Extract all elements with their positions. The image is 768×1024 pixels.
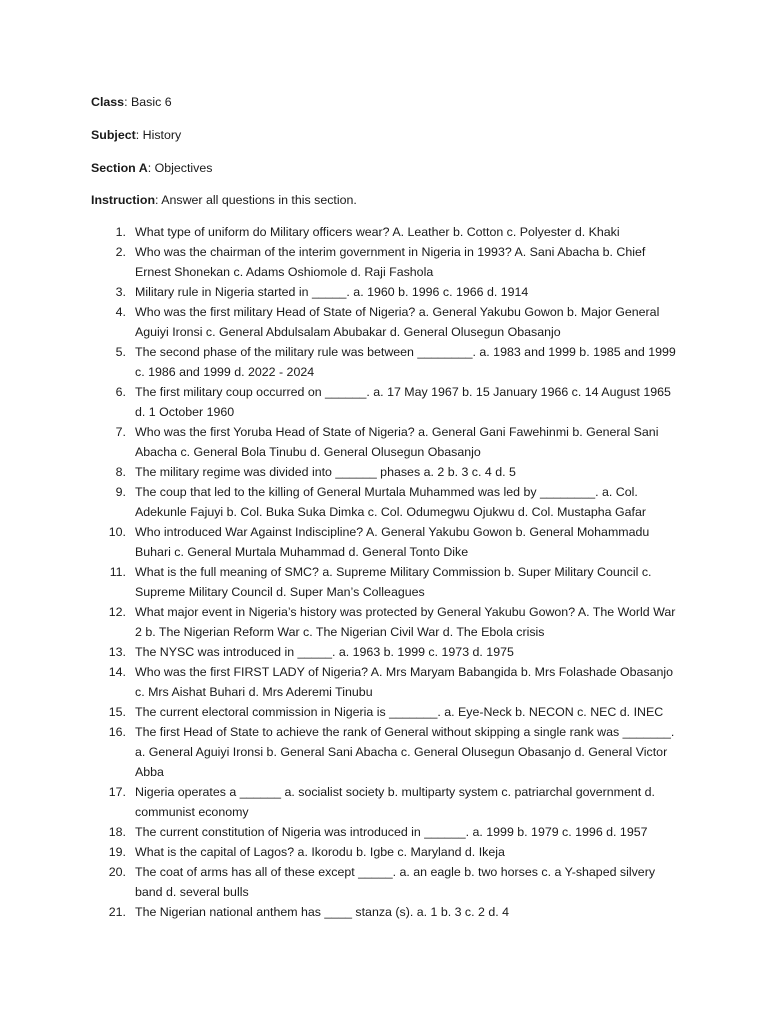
question-item bbox=[0, 602, 768, 642]
question-text: What is the full meaning of SMC? a. Supreme Military Commission b. Super Military Council c. Supreme Military Council d. Super Man’s Colleagues bbox=[135, 565, 652, 599]
question-number: 12. bbox=[108, 605, 126, 619]
question-number: 6. bbox=[115, 385, 126, 399]
question-text: The second phase of the military rule was between ________. a. 1983 and 1999 b. 1985 and 1999 c. 1986 and 1999 d. 2022 - 2024 bbox=[135, 345, 676, 379]
question-number: 16. bbox=[108, 725, 126, 739]
question-text: The coat of arms has all of these except _____. a. an eagle b. two horses c. a Y-shaped silvery band d. several bulls bbox=[135, 865, 656, 899]
class-label: Class bbox=[91, 95, 125, 109]
question-item bbox=[0, 422, 768, 462]
question-number: 19. bbox=[108, 845, 126, 859]
question-number: 13. bbox=[108, 645, 126, 659]
question-number: 15. bbox=[108, 705, 126, 719]
question-item bbox=[0, 662, 768, 702]
question-item bbox=[0, 702, 768, 722]
section-label: Section A bbox=[91, 161, 148, 175]
question-text: The Nigerian national anthem has ____ stanza (s). a. 1 b. 3 c. 2 d. 4 bbox=[135, 905, 510, 919]
question-number: 4. bbox=[115, 305, 126, 319]
question-text: The NYSC was introduced in _____. a. 1963 b. 1999 c. 1973 d. 1975 bbox=[135, 645, 514, 659]
question-item bbox=[0, 862, 768, 902]
question-number: 17. bbox=[108, 785, 126, 799]
question-item bbox=[0, 462, 768, 482]
question-text: Who was the first military Head of State of Nigeria? a. General Yakubu Gowon b. Major General Aguiyi Ironsi c. General Abdulsalam Abubakar d. General Olusegun Obasanjo bbox=[135, 305, 660, 339]
question-text: What major event in Nigeria’s history was protected by General Yakubu Gowon? A. The World War 2 b. The Nigerian Reform War c. The Nigerian Civil War d. The Ebola crisis bbox=[135, 605, 676, 639]
class-line bbox=[91, 92, 172, 112]
question-number: 10. bbox=[108, 525, 126, 539]
question-text: The first Head of State to achieve the rank of General without skipping a single rank was _______. a. General Aguiyi Ironsi b. General Sani Abacha c. General Olusegun Obasanjo d. General Victor Abba bbox=[135, 725, 675, 779]
question-text: The military regime was divided into ______ phases a. 2 b. 3 c. 4 d. 5 bbox=[135, 465, 516, 479]
question-item bbox=[0, 562, 768, 602]
subject-value: : History bbox=[135, 128, 182, 142]
section-value: : Objectives bbox=[147, 161, 213, 175]
question-text: Military rule in Nigeria started in _____. a. 1960 b. 1996 c. 1966 d. 1914 bbox=[135, 285, 529, 299]
question-text: Nigeria operates a ______ a. socialist society b. multiparty system c. patriarchal government d. communist economy bbox=[135, 785, 655, 819]
question-item bbox=[0, 522, 768, 562]
question-list bbox=[0, 222, 768, 922]
question-number: 21. bbox=[108, 905, 126, 919]
question-text: The current constitution of Nigeria was introduced in ______. a. 1999 b. 1979 c. 1996 d. 1957 bbox=[135, 825, 648, 839]
question-text: The current electoral commission in Nigeria is _______. a. Eye-Neck b. NECON c. NEC d. INEC bbox=[135, 705, 664, 719]
question-item bbox=[0, 342, 768, 382]
question-item bbox=[0, 722, 768, 782]
question-text: Who introduced War Against Indiscipline? A. General Yakubu Gowon b. General Mohammadu Buhari c. General Murtala Muhammad d. General Tonto Dike bbox=[135, 525, 650, 559]
question-item bbox=[0, 302, 768, 342]
question-text: Who was the chairman of the interim government in Nigeria in 1993? A. Sani Abacha b. Chief Ernest Shonekan c. Adams Oshiomole d. Raji Fashola bbox=[135, 245, 646, 279]
question-item bbox=[0, 822, 768, 842]
question-text: The coup that led to the killing of General Murtala Muhammed was led by ________. a. Col. Adekunle Fajuyi b. Col. Buka Suka Dimka c. Col. Odumegwu Ojukwu d. Col. Mustapha Gafar bbox=[135, 485, 646, 519]
question-item bbox=[0, 242, 768, 282]
question-item bbox=[0, 382, 768, 422]
question-number: 3. bbox=[115, 285, 126, 299]
question-item bbox=[0, 842, 768, 862]
subject-line bbox=[91, 125, 181, 145]
question-text: The first military coup occurred on ______. a. 17 May 1967 b. 15 January 1966 c. 14 August 1965 d. 1 October 1960 bbox=[135, 385, 671, 419]
question-item bbox=[0, 222, 768, 242]
question-text: What is the capital of Lagos? a. Ikorodu b. Igbe c. Maryland d. Ikeja bbox=[135, 845, 505, 859]
class-value: : Basic 6 bbox=[124, 95, 172, 109]
section-line bbox=[91, 158, 212, 178]
question-number: 1. bbox=[115, 225, 126, 239]
question-number: 11. bbox=[109, 565, 126, 579]
instruction-label: Instruction bbox=[91, 193, 156, 207]
question-text: Who was the first FIRST LADY of Nigeria? A. Mrs Maryam Babangida b. Mrs Folashade Obasanjo c. Mrs Aishat Buhari d. Mrs Aderemi Tinubu bbox=[135, 665, 674, 699]
question-number: 8. bbox=[115, 465, 126, 479]
instruction-line bbox=[91, 190, 357, 210]
question-item bbox=[0, 282, 768, 302]
instruction-value: : Answer all questions in this section. bbox=[155, 193, 357, 207]
question-number: 2. bbox=[115, 245, 126, 259]
question-number: 5. bbox=[115, 345, 126, 359]
question-number: 20. bbox=[108, 865, 126, 879]
question-text: Who was the first Yoruba Head of State of Nigeria? a. General Gani Fawehinmi b. General Sani Abacha c. General Bola Tinubu d. General Olusegun Obasanjo bbox=[135, 425, 659, 459]
question-number: 18. bbox=[108, 825, 126, 839]
question-number: 9. bbox=[115, 485, 126, 499]
question-number: 14. bbox=[108, 665, 126, 679]
question-text: What type of uniform do Military officers wear? A. Leather b. Cotton c. Polyester d. Khaki bbox=[135, 225, 620, 239]
subject-label: Subject bbox=[91, 128, 136, 142]
question-item bbox=[0, 902, 768, 922]
question-number: 7. bbox=[115, 425, 126, 439]
question-item bbox=[0, 782, 768, 822]
question-item bbox=[0, 482, 768, 522]
question-item bbox=[0, 642, 768, 662]
